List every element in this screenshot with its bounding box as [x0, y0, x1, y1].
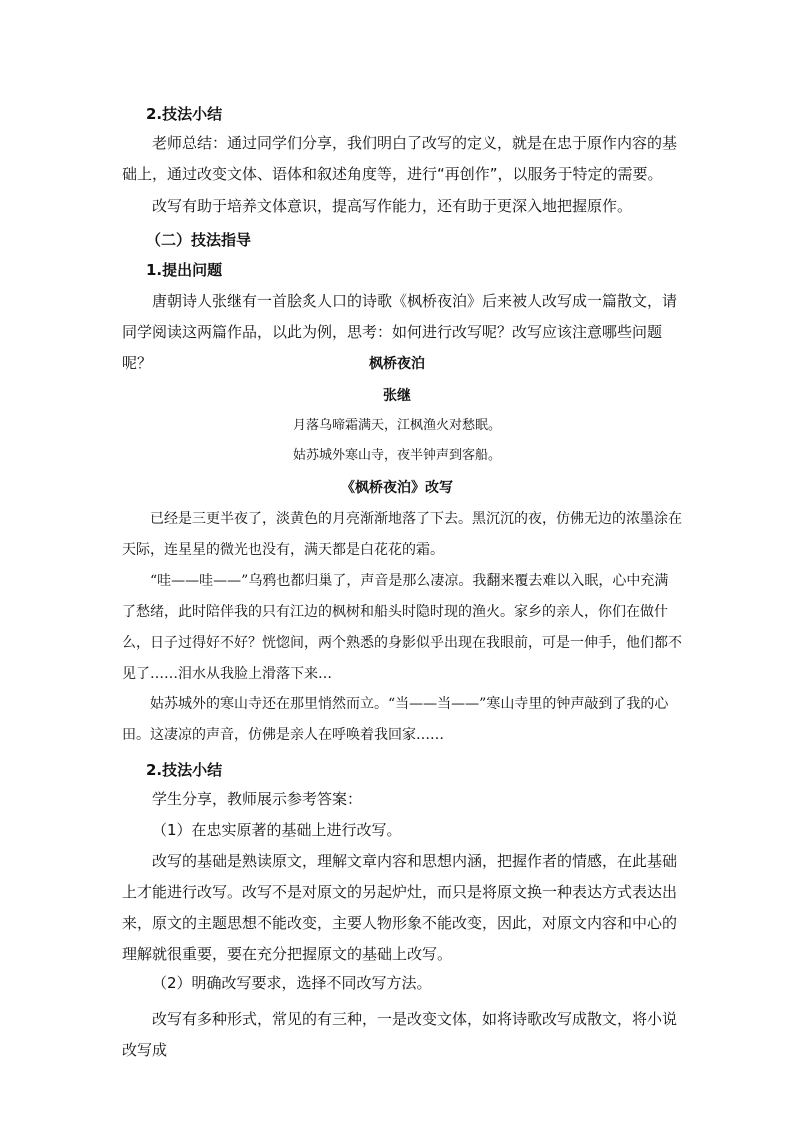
subsection-heading-question: 1.提出问题: [146, 261, 223, 279]
poem-title: 枫桥夜泊: [369, 356, 425, 372]
rewrite-title: 《枫桥夜泊》改写: [341, 480, 453, 496]
summary2-paragraph-2: （1）在忠实原著的基础上进行改写。: [152, 821, 402, 839]
rewrite-paragraph-2: “哇——哇——”乌鸦也都归巢了，声音是那么凄凉。我翻来覆去难以入眠，心中充满了愁绪，此时陪伴我的只有江边的枫树和船头时隐时现的渔火。家乡的亲人，你们在做什么，日子过得好不好？恍惚间，两个熟悉的身影似乎出现在我眼前，可是一伸手，他们都不见了……泪水从我脸上滑落下来…: [122, 573, 682, 682]
summary2-paragraph-3: 改写的基础是熟读原文，理解文章内容和思想内涵，把握作者的情感，在此基础上才能进行改写。改写不是对原文的另起炉灶，而只是将原文换一种表达方式表达出来，原文的主题思想不能改变，主要人物形象不能改变，因此，对原文内容和中心的理解就很重要，要在充分把握原文的基础上改写。: [122, 852, 678, 963]
rewrite-paragraph-3: 姑苏城外的寒山寺还在那里悄然而立。“当——当——”寒山寺里的钟声敲到了我的心田。这凄凉的声音，仿佛是亲人在呼唤着我回家……: [122, 696, 669, 743]
poem-line-2: 姑苏城外寒山寺，夜半钟声到客船。: [292, 448, 501, 463]
summary2-paragraph-4: （2）明确改写要求，选择不同改写方法。: [152, 974, 432, 992]
summary-paragraph-1: 老师总结：通过同学们分享，我们明白了改写的定义，就是在忠于原作内容的基础上，通过改变文体、语体和叙述角度等，进行“再创作”，以服务于特定的需要。: [122, 134, 678, 183]
question-paragraph: 唐朝诗人张继有一首脍炙人口的诗歌《枫桥夜泊》后来被人改写成一篇散文，请同学阅读这两篇作品，以此为例，思考：如何进行改写呢？改写应该注意哪些问题呢？: [122, 292, 678, 372]
summary2-paragraph-1: 学生分享，教师展示参考答案：: [152, 790, 363, 808]
summary2-paragraph-5: 改写有多种形式，常见的有三种，一是改变文体，如将诗歌改写成散文，将小说改写成: [122, 1010, 678, 1059]
poem-author: 张继: [383, 388, 411, 404]
summary-paragraph-2: 改写有助于培养文体意识，提高写作能力，还有助于更深入地把握原作。: [152, 197, 633, 215]
section-heading-summary: 2.技法小结: [146, 105, 223, 123]
section-heading-summary-2: 2.技法小结: [146, 761, 223, 779]
rewrite-paragraph-1: 已经是三更半夜了，淡黄色的月亮渐渐地落了下去。黑沉沉的夜，仿佛无边的浓墨涂在天际，连星星的微光也没有，满天都是白花花的霜。: [122, 511, 682, 558]
section-heading-guidance: （二）技法指导: [146, 231, 252, 249]
poem-line-1: 月落乌啼霜满天，江枫渔火对愁眠。: [292, 418, 501, 433]
